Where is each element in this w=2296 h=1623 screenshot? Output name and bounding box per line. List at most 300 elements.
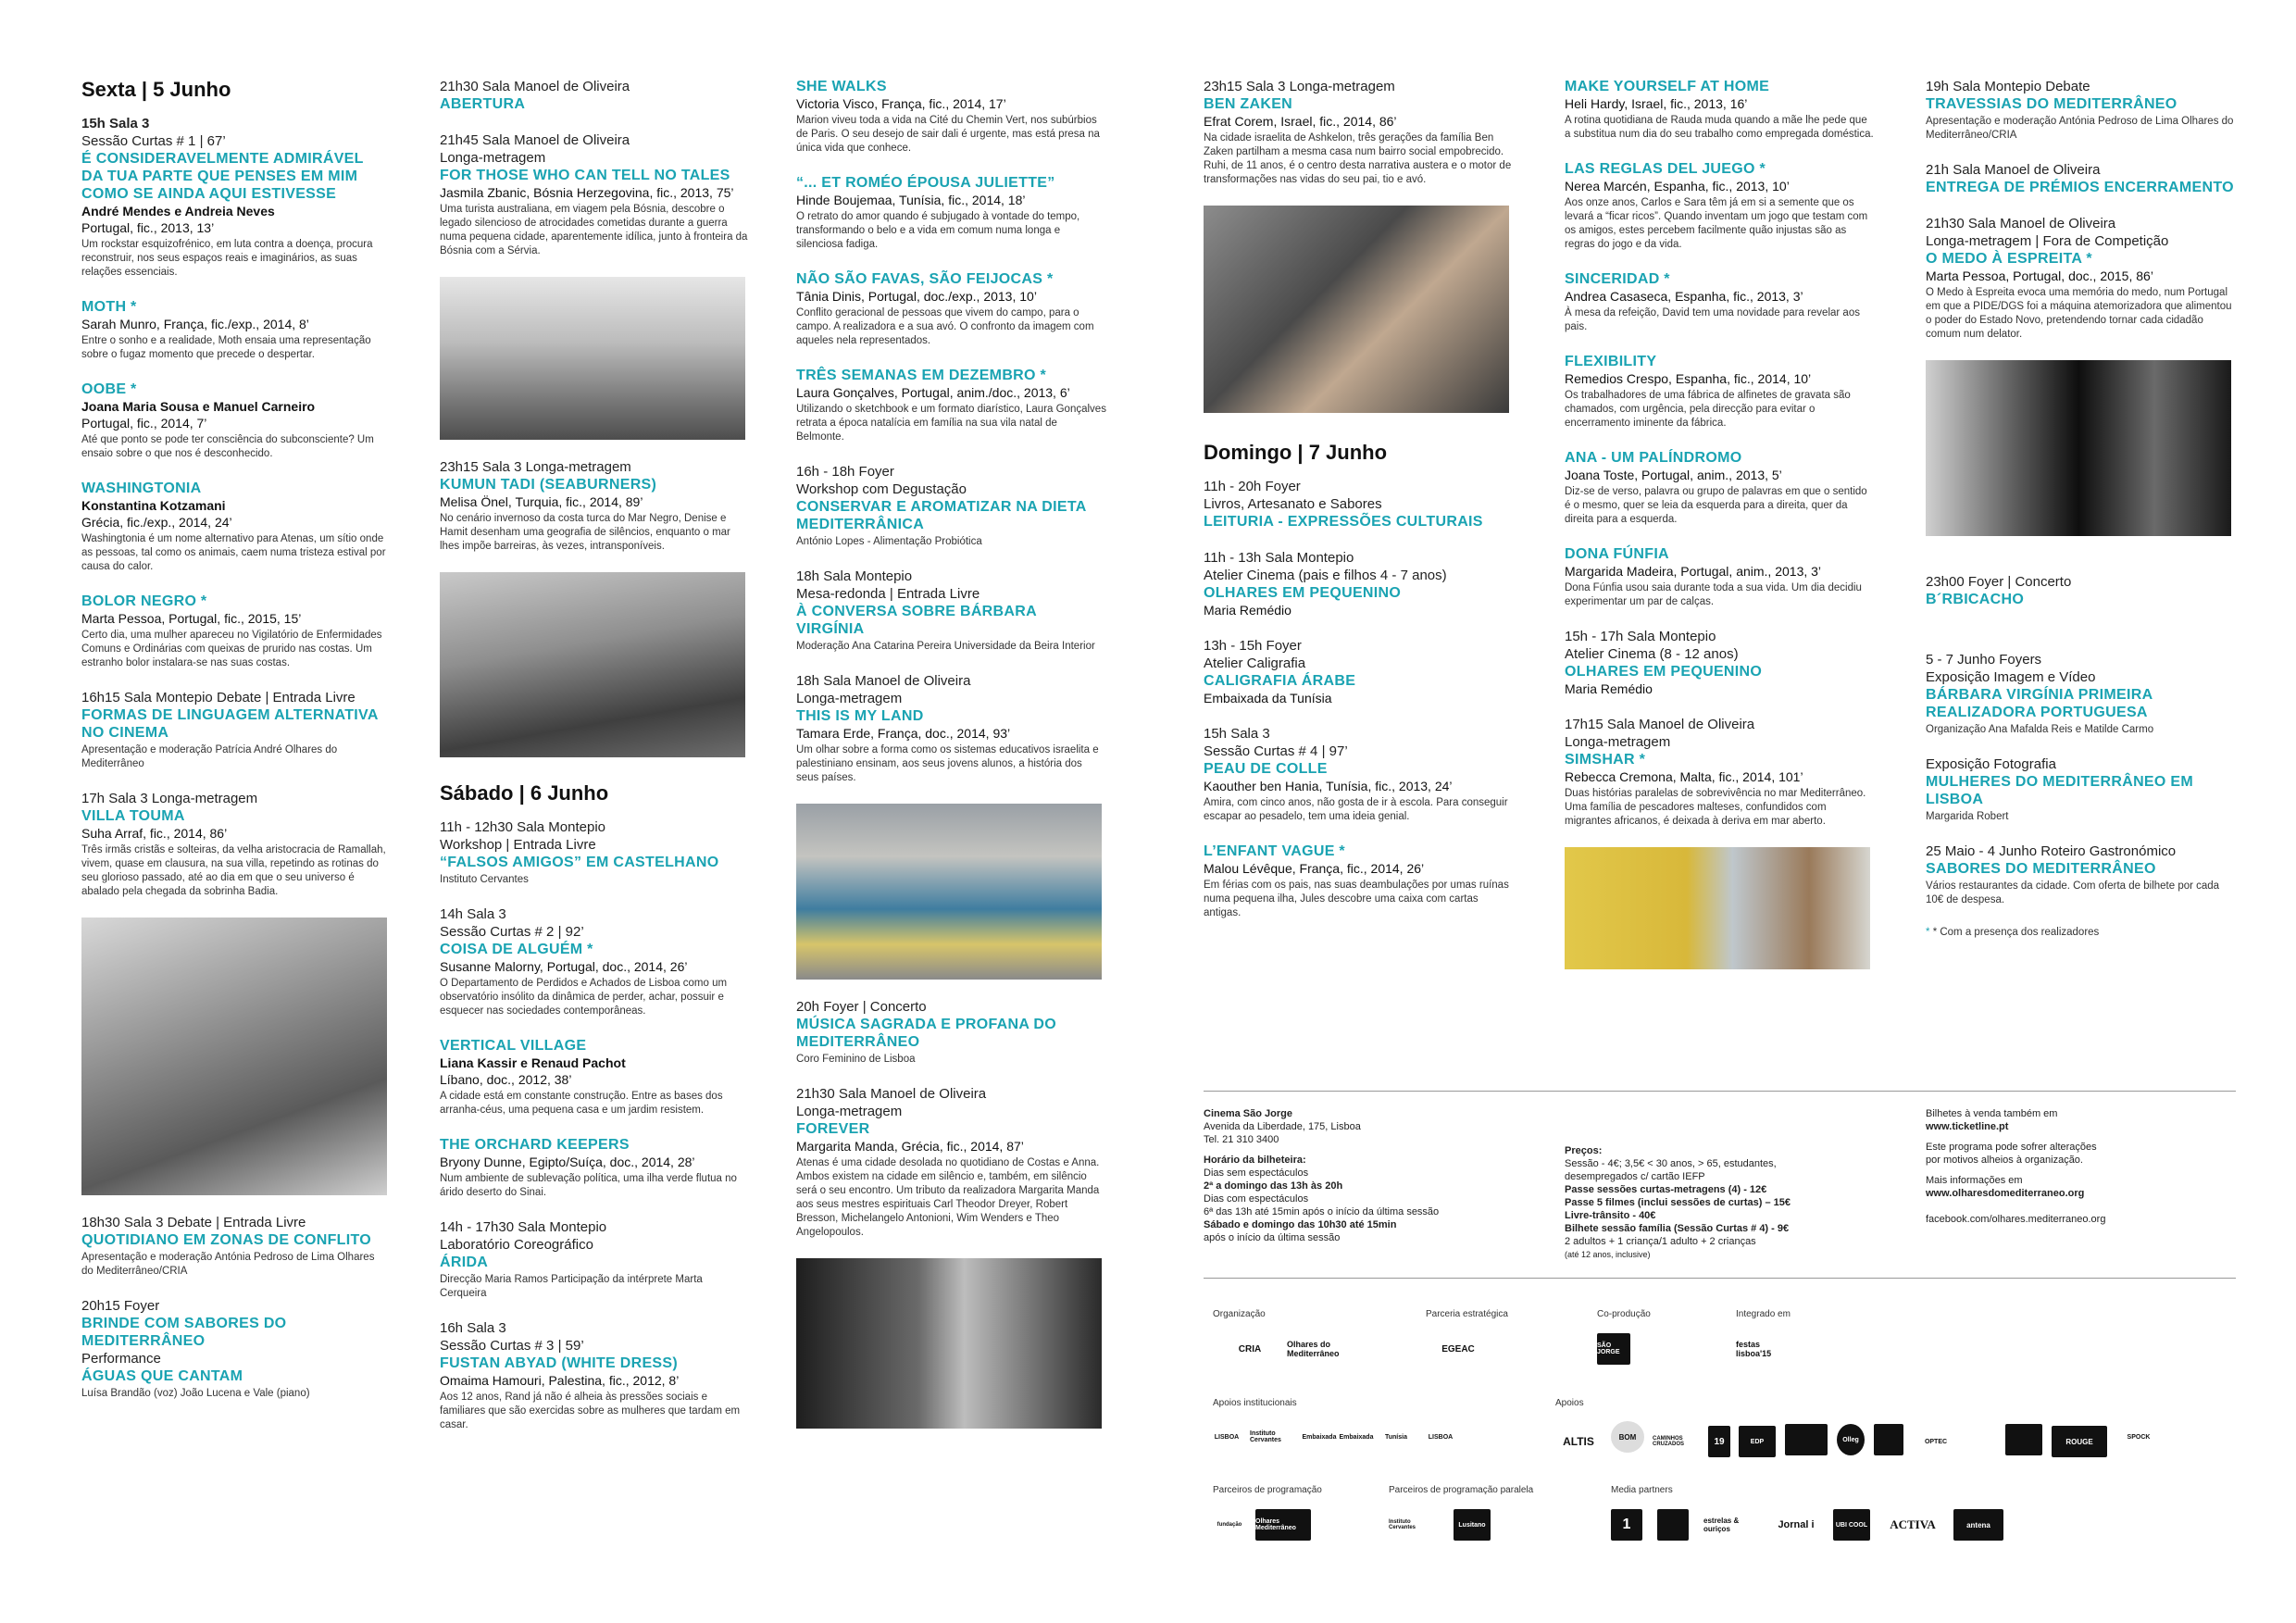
- event-item: [81, 298, 387, 362]
- event-item: [796, 672, 1106, 785]
- price-line: Passe 5 filmes (inclui sessões de curtas) – 15€: [1565, 1197, 1791, 1208]
- event-description: Vários restaurantes da cidade. Com oferta de bilhete por cada 10€ de despesa.: [1926, 880, 2220, 905]
- hours-line: 2ª a domingo das 13h às 20h: [1204, 1180, 1343, 1192]
- hours-line: Dias sem espectáculos: [1204, 1167, 1309, 1179]
- event-title: BOLOR NEGRO *: [81, 593, 207, 609]
- tickets-line: Bilhetes à venda também em: [1926, 1108, 2058, 1119]
- event-author: Remedios Crespo, Espanha, fic., 2014, 10’: [1565, 371, 1812, 386]
- cria-logo: CRIA: [1238, 1343, 1262, 1355]
- event-info: Portugal, fic., 2013, 13’: [81, 220, 215, 235]
- ticketline-link[interactable]: www.ticketline.pt: [1926, 1121, 2009, 1132]
- event-item: [796, 270, 1106, 348]
- event-title: O MEDO À ESPREITA *: [1926, 251, 2092, 267]
- event-item: [1204, 549, 1514, 618]
- event-meta: 5 - 7 Junho Foyers: [1926, 652, 2042, 668]
- hours-line: Sábado e domingo das 10h30 até 15min: [1204, 1219, 1397, 1230]
- event-meta-2: Performance: [81, 1351, 161, 1367]
- event-author: Nerea Marcén, Espanha, fic., 2013, 10’: [1565, 179, 1790, 194]
- event-author: Tamara Erde, França, doc., 2014, 93’: [796, 726, 1011, 741]
- event-description: Duas histórias paralelas de sobrevivência no mar Mediterrâneo. Uma família de pescadores malteses, confundidos com migrantes africanos, é deixada à deriva em mar aberto.: [1565, 788, 1866, 827]
- film-still-forever: [796, 1258, 1102, 1429]
- event-title: MULHERES DO MEDITERRÂNEO EM LISBOA: [1926, 774, 2193, 807]
- event-meta: 19h Sala Montepio Debate: [1926, 79, 2090, 94]
- event-meta-2: Atelier Cinema (8 - 12 anos): [1565, 646, 1739, 662]
- event-item: [796, 1085, 1106, 1240]
- event-description: A cidade está em constante construção. Entre as bases dos arranha-céus, uma pequena casa e um jardim resistem.: [440, 1091, 723, 1116]
- film-still-simshar: [1565, 847, 1870, 969]
- event-meta: 17h Sala 3 Longa-metragem: [81, 791, 258, 806]
- event-item: [1926, 573, 2236, 608]
- sponsor-logo: [2005, 1424, 2042, 1455]
- divider: [1204, 1278, 2236, 1279]
- event-title: TRÊS SEMANAS EM DEZEMBRO *: [796, 368, 1047, 383]
- event-title: COISA DE ALGUÉM *: [440, 942, 593, 957]
- optec-logo: OPTEC: [1924, 1438, 1948, 1445]
- event-description: Certo dia, uma mulher apareceu no Vigilatório de Enfermidades Comuns e Ordinárias com queixas de prurido nas costas. Um estranho bolor instalara-se nas suas costas.: [81, 630, 382, 668]
- event-title: LAS REGLAS DEL JUEGO *: [1565, 161, 1766, 177]
- event-title: ABERTURA: [440, 96, 526, 112]
- event-item: [440, 818, 750, 887]
- event-description: Aos onze anos, Carlos e Sara têm já em si a semente que os levará a “ficar ricos”. Quando inventam um jogo que testam com os amigos, estes percebem facilmente quão injustas são as regras do jogo e da vida.: [1565, 197, 1868, 250]
- event-title: MAKE YOURSELF AT HOME: [1565, 79, 1770, 94]
- event-meta: 16h15 Sala Montepio Debate | Entrada Livre: [81, 690, 356, 705]
- event-title: BÁRBARA VIRGÍNIA PRIMEIRA REALIZADORA PORTUGUESA: [1926, 687, 2152, 720]
- event-description: O Medo à Espreita evoca uma memória do medo, num Portugal em que a PIDE/DGS foi a máquina atemorizadora que alimentou o poder do Estado Novo, pretendendo tornar cada cidadão comum num delator.: [1926, 287, 2232, 340]
- event-description: O Departamento de Perdidos e Achados de Lisboa como um observatório insólito da dinâmica de perder, achar, possuir e esquecer nas sociedades contemporâneas.: [440, 978, 728, 1017]
- event-meta: 21h30 Sala Manoel de Oliveira: [796, 1086, 987, 1102]
- event-author: Tânia Dinis, Portugal, doc./exp., 2013, 10’: [796, 289, 1037, 304]
- event-item: [440, 458, 750, 554]
- venue-name: Cinema São Jorge: [1204, 1108, 1292, 1119]
- column-friday-saturday: [440, 78, 750, 1451]
- event-item: [440, 1136, 750, 1200]
- event-meta: 14h - 17h30 Sala Montepio: [440, 1219, 607, 1235]
- event-meta: 17h15 Sala Manoel de Oliveira: [1565, 717, 1755, 732]
- price-line: Bilhete sessão família (Sessão Curtas # 4) - 9€: [1565, 1223, 1790, 1234]
- event-description: Num ambiente de sublevação política, uma ilha verde flutua no árido deserto do Sinai.: [440, 1173, 737, 1198]
- cervantes-logo: Instituto Cervantes: [1389, 1519, 1416, 1530]
- event-item: [1926, 843, 2236, 907]
- film-still-ben-zaken: [1204, 206, 1509, 413]
- event-description: Um olhar sobre a forma como os sistemas educativos israelita e palestiniano ensinam, aos seus jovens alunos, a história dos seus países.: [796, 744, 1099, 783]
- event-description: Organização Ana Mafalda Reis e Matilde Carmo: [1926, 724, 2154, 735]
- event-item: [1926, 755, 2236, 824]
- event-description: Coro Feminino de Lisboa: [796, 1054, 916, 1065]
- event-description: Amira, com cinco anos, não gosta de ir à escola. Para conseguir escapar ao pesadelo, tem uma ideia genial.: [1204, 797, 1508, 822]
- event-description: Marion viveu toda a vida na Cité du Chemin Vert, nos subúrbios de Paris. O seu desejo de sair dali é urgente, mas está presa na única vida que conhece.: [796, 115, 1100, 154]
- event-meta-2: Laboratório Coreográfico: [440, 1237, 593, 1253]
- column-sunday-shorts: [1565, 78, 1875, 988]
- event-meta: 15h Sala 3: [81, 116, 150, 131]
- event-title: FORMAS DE LINGUAGEM ALTERNATIVA NO CINEMA: [81, 707, 379, 741]
- film-still-this-is-my-land: [796, 804, 1102, 980]
- event-item: [796, 463, 1106, 549]
- event-meta: 18h Sala Manoel de Oliveira: [796, 673, 971, 689]
- event-author: Joana Maria Sousa e Manuel Carneiro: [81, 399, 316, 414]
- day-heading: Sábado | 6 Junho: [440, 781, 609, 805]
- event-description: Diz-se de verso, palavra ou grupo de palavras em que o sentido é o mesmo, quer se leia da esquerda para a direita, quer da direita para a esquerda.: [1565, 486, 1867, 525]
- event-title: ENTREGA DE PRÉMIOS ENCERRAMENTO: [1926, 180, 2234, 195]
- event-author: Andrea Casaseca, Espanha, fic., 2013, 3’: [1565, 289, 1803, 304]
- event-meta: 18h Sala Montepio: [796, 568, 913, 584]
- ubi-cool-logo: UBI COOL: [1833, 1509, 1870, 1541]
- event-description: Aos 12 anos, Rand já não é alheia às pressões sociais e familiares que são exercidas sobre as mulheres que tardam em casar.: [440, 1392, 741, 1430]
- event-description: Margarida Robert: [1926, 811, 2009, 822]
- event-description: Maria Remédio: [1204, 603, 1292, 618]
- label-coproducao: Co-produção: [1597, 1309, 1651, 1319]
- price-line: (até 12 anos, inclusive): [1565, 1250, 1651, 1259]
- event-title: PEAU DE COLLE: [1204, 761, 1328, 777]
- caminhos-cruzados-logo: CAMINHOS CRUZADOS: [1653, 1436, 1684, 1447]
- egeac-logo: EGEAC: [1441, 1343, 1475, 1355]
- event-title: FUSTAN ABYAD (WHITE DRESS): [440, 1355, 678, 1371]
- event-description: Direcção Maria Ramos Participação da intérprete Marta Cerqueira: [440, 1274, 703, 1299]
- event-description: Em férias com os pais, nas suas deambulações por umas ruínas numa pequena ilha, Jules descobre uma caixa com cartas antigas.: [1204, 880, 1509, 918]
- venue-address: Avenida da Liberdade, 175, Lisboa: [1204, 1121, 1361, 1132]
- event-description: Apresentação e moderação Antónia Pedroso de Lima Olhares do Mediterrâneo/CRIA: [1926, 116, 2234, 141]
- column-saturday: [796, 78, 1106, 1447]
- edp-logo: EDP: [1739, 1426, 1776, 1457]
- activa-logo: ACTIVA: [1890, 1517, 1936, 1531]
- event-title: LEITURIA - EXPRESSÕES CULTURAIS: [1204, 514, 1483, 530]
- event-meta: 20h Foyer | Concerto: [796, 999, 927, 1015]
- event-item: [81, 1214, 387, 1279]
- lisboa-logo: LISBOA: [1428, 1433, 1454, 1441]
- event-item: [796, 174, 1106, 252]
- event-description: Dona Fúnfia usou saia durante toda a sua vida. Um dia decidiu experimentar um par de calças.: [1565, 582, 1862, 607]
- event-title: TRAVESSIAS DO MEDITERRÂNEO: [1926, 96, 2177, 112]
- event-title: THIS IS MY LAND: [796, 708, 924, 724]
- event-meta: 11h - 13h Sala Montepio: [1204, 550, 1354, 566]
- event-author: Joana Toste, Portugal, anim., 2013, 5’: [1565, 468, 1782, 482]
- event-title: MÚSICA SAGRADA E PROFANA DO MEDITERRÂNEO: [796, 1017, 1056, 1050]
- event-item: [81, 381, 387, 461]
- event-author: Efrat Corem, Israel, fic., 2014, 86’: [1204, 114, 1397, 129]
- film-still-for-those-who-can-tell-no-tales: [440, 277, 745, 440]
- estrelas-ouricos-logo: estrelas & ouriços: [1703, 1517, 1740, 1533]
- label-apoios: Apoios: [1555, 1398, 1584, 1408]
- event-title: FOREVER: [796, 1121, 870, 1137]
- label-media-partners: Media partners: [1611, 1485, 1673, 1495]
- event-item: [1926, 161, 2236, 196]
- event-author: Victoria Visco, França, fic., 2014, 17’: [796, 96, 1006, 111]
- olhares-logo: Olhares Mediterrâneo: [1255, 1509, 1311, 1541]
- price-line: Livre-trânsito - 40€: [1565, 1210, 1656, 1221]
- event-title: DONA FÚNFIA: [1565, 546, 1669, 562]
- event-title: SHE WALKS: [796, 79, 887, 94]
- event-info: Grécia, fic./exp., 2014, 24’: [81, 515, 232, 530]
- event-meta-2: Sessão Curtas # 1 | 67’: [81, 133, 226, 149]
- event-title: À CONVERSA SOBRE BÁRBARA VIRGÍNIA: [796, 604, 1037, 637]
- hours-title: Horário da bilheteira:: [1204, 1155, 1306, 1166]
- event-author: Bryony Dunne, Egipto/Suíça, doc., 2014, 28’: [440, 1155, 695, 1169]
- event-meta-2: Workshop com Degustação: [796, 481, 967, 497]
- event-description: Embaixada da Tunísia: [1204, 691, 1332, 705]
- footnote: * * Com a presença dos realizadores: [1926, 927, 2100, 938]
- event-meta: 16h Sala 3: [440, 1320, 506, 1336]
- event-item: [1204, 725, 1514, 824]
- event-description: Instituto Cervantes: [440, 874, 529, 885]
- event-author: Heli Hardy, Israel, fic., 2013, 16’: [1565, 96, 1748, 111]
- label-parceria: Parceria estratégica: [1426, 1309, 1508, 1319]
- event-author: Susanne Malorny, Portugal, doc., 2014, 26’: [440, 959, 688, 974]
- event-meta-2: Longa-metragem: [440, 150, 546, 166]
- event-meta-2: Atelier Caligrafia: [1204, 655, 1306, 671]
- event-meta: 11h - 20h Foyer: [1204, 479, 1301, 494]
- event-title: BEN ZAKEN: [1204, 96, 1293, 112]
- event-item: [1926, 651, 2236, 737]
- event-meta: 23h15 Sala 3 Longa-metragem: [440, 459, 631, 475]
- event-author: Marta Pessoa, Portugal, doc., 2015, 86’: [1926, 268, 2153, 283]
- label-organizacao: Organização: [1213, 1309, 1266, 1319]
- event-title: VILLA TOUMA: [81, 808, 185, 824]
- event-item: [1565, 270, 1875, 334]
- event-author: Jasmila Zbanic, Bósnia Herzegovina, fic., 2013, 75’: [440, 185, 734, 200]
- event-title: KUMUN TADI (SEABURNERS): [440, 477, 657, 493]
- event-description: Até que ponto se pode ter consciência do subconsciente? Um ensaio sobre o que nos é desconhecido.: [81, 434, 374, 459]
- lisboa-logo: LISBOA: [1214, 1433, 1240, 1441]
- event-description: Utilizando o sketchbook e um formato diarístico, Laura Gonçalves retrata a época natalícia em família na sua vila natal de Belmonte.: [796, 404, 1106, 443]
- venue-info: [1204, 1107, 1509, 1244]
- price-line: Sessão - 4€; 3,5€ < 30 anos, > 65, estudantes,: [1565, 1158, 1777, 1169]
- event-item: [796, 568, 1106, 654]
- tickets-info: [1926, 1107, 2231, 1226]
- event-author: Malou Lévêque, França, fic., 2014, 26’: [1204, 861, 1425, 876]
- event-item: [1565, 628, 1875, 697]
- event-item: [1204, 78, 1514, 187]
- event-title: ÁRIDA: [440, 1255, 489, 1270]
- event-title: WASHINGTONIA: [81, 481, 202, 496]
- event-info: Líbano, doc., 2012, 38’: [440, 1072, 572, 1087]
- logo-19: 19: [1708, 1426, 1730, 1457]
- event-meta-2: Longa-metragem: [796, 691, 903, 706]
- jornal-i-logo: Jornal i: [1778, 1519, 1815, 1530]
- spock-logo: SPOCK: [2127, 1433, 2151, 1441]
- divider: [1204, 1091, 2236, 1092]
- column-friday: [81, 78, 387, 1419]
- price-line: desempregados c/ cartão IEFP: [1565, 1171, 1705, 1182]
- event-item: [440, 131, 750, 258]
- tunisia-logo: Tunísia: [1385, 1433, 1407, 1441]
- event-item: [1204, 843, 1514, 920]
- prices-title: Preços:: [1565, 1145, 1603, 1156]
- event-meta: 18h30 Sala 3 Debate | Entrada Livre: [81, 1215, 306, 1230]
- event-info: Portugal, fic., 2014, 7’: [81, 416, 207, 431]
- event-description: Maria Remédio: [1565, 681, 1653, 696]
- media-logo: [1657, 1509, 1689, 1541]
- event-item: [81, 480, 387, 574]
- embassy-logo: Embaixada: [1339, 1433, 1374, 1441]
- event-meta-2: Mesa-redonda | Entrada Livre: [796, 586, 980, 602]
- event-meta: 25 Maio - 4 Junho Roteiro Gastronómico: [1926, 843, 2177, 859]
- event-title: OLHARES EM PEQUENINO: [1204, 585, 1402, 601]
- event-meta: 23h15 Sala 3 Longa-metragem: [1204, 79, 1395, 94]
- event-meta: 13h - 15h Foyer: [1204, 638, 1302, 654]
- event-title: BRINDE COM SABORES DO MEDITERRÂNEO: [81, 1316, 287, 1349]
- event-item: [796, 78, 1106, 156]
- label-parceiros-paralela: Parceiros de programação paralela: [1389, 1485, 1534, 1495]
- event-item: [1565, 353, 1875, 431]
- tickets-line: Este programa pode sofrer alterações: [1926, 1142, 2097, 1153]
- event-title: É CONSIDERAVELMENTE ADMIRÁVEL DA TUA PARTE QUE PENSES EM MIM COMO SE AINDA AQUI ESTIVESSE: [81, 151, 364, 202]
- event-item: [81, 790, 387, 899]
- event-item: [81, 115, 387, 280]
- event-item: [1926, 215, 2236, 342]
- event-title: ANA - UM PALÍNDROMO: [1565, 450, 1742, 466]
- event-title: B´RBICACHO: [1926, 592, 2025, 607]
- event-description: No cenário invernoso da costa turca do Mar Negro, Denise e Hamit desenham uma geografia de silêncios, enquanto o mar lhes impõe barreiras, às vezes, intransponíveis.: [440, 513, 730, 552]
- event-description: Moderação Ana Catarina Pereira Universidade da Beira Interior: [796, 641, 1095, 652]
- event-meta: 14h Sala 3: [440, 906, 506, 922]
- event-description: Washingtonia é um nome alternativo para Atenas, um sítio onde as pessoas, tal como os animais, caem numa tristeza estival por causa do calor.: [81, 533, 386, 572]
- event-meta-2: Exposição Fotografia: [1926, 756, 2056, 772]
- event-author: Kaouther ben Hania, Tunísia, fic., 2013, 24’: [1204, 779, 1453, 793]
- event-meta-2: Livros, Artesanato e Sabores: [1204, 496, 1382, 512]
- event-meta: 11h - 12h30 Sala Montepio: [440, 819, 606, 835]
- event-title-2: ÁGUAS QUE CANTAM: [81, 1368, 243, 1384]
- event-meta: 15h Sala 3: [1204, 726, 1270, 742]
- event-title: OLHARES EM PEQUENINO: [1565, 664, 1763, 680]
- event-item: [440, 1218, 750, 1301]
- event-meta-2: Atelier Cinema (pais e filhos 4 - 7 anos): [1204, 568, 1447, 583]
- media-logo-1: 1: [1611, 1509, 1642, 1541]
- event-description: Atenas é uma cidade desolada no quotidiano de Costas e Anna. Ambos existem na cidade em silêncio e, também, em silêncio será o seu encontro. Um tributo da realizadora Margarita Manda aos seus mestres espirituais Carl Theodor Dreyer, Robert Bresson, Michelangelo Antonioni, Wim Wenders e Theo Angelopoulos.: [796, 1157, 1100, 1238]
- event-item: [440, 78, 750, 113]
- event-item: [1204, 637, 1514, 706]
- label-integrado: Integrado em: [1736, 1309, 1791, 1319]
- event-author: Rebecca Cremona, Malta, fic., 2014, 101’: [1565, 769, 1803, 784]
- event-description: Conflito geracional de pessoas que vivem do campo, para o campo. A realizadora e a sua avó. O confronto da imagem com aqueles nela representados.: [796, 307, 1094, 346]
- event-item: [1565, 160, 1875, 252]
- event-title: FLEXIBILITY: [1565, 354, 1657, 369]
- event-meta-2: Longa-metragem: [796, 1104, 903, 1119]
- event-item: [796, 367, 1106, 444]
- event-meta: 21h45 Sala Manoel de Oliveira: [440, 132, 630, 148]
- website-link[interactable]: www.olharesdomediterraneo.org: [1926, 1188, 2085, 1199]
- cervantes-logo: Instituto Cervantes: [1250, 1430, 1281, 1443]
- altis-logo: ALTIS: [1563, 1435, 1594, 1448]
- event-meta: 16h - 18h Foyer: [796, 464, 894, 480]
- column-sunday: [1204, 78, 1514, 939]
- event-title: SINCERIDAD *: [1565, 271, 1670, 287]
- event-item: [1565, 449, 1875, 527]
- tickets-line: Mais informações em: [1926, 1175, 2023, 1186]
- day-heading: Domingo | 7 Junho: [1204, 441, 1388, 464]
- event-description: Um rockstar esquizofrénico, em luta contra a doença, procura reconstruir, nos seus espaços reais e imaginários, as suas relações essenciais.: [81, 239, 373, 278]
- event-item: [81, 1297, 387, 1401]
- film-still-kumun-tadi: [440, 572, 745, 757]
- price-line: Passe sessões curtas-metragens (4) - 12€: [1565, 1184, 1767, 1195]
- bom-logo: BOM: [1611, 1421, 1644, 1453]
- event-description: Apresentação e moderação Patrícia André Olhares do Mediterrâneo: [81, 744, 338, 769]
- event-meta-2: Sessão Curtas # 2 | 92’: [440, 924, 584, 940]
- event-title: THE ORCHARD KEEPERS: [440, 1137, 630, 1153]
- event-author: Omaima Hamouri, Palestina, fic., 2012, 8’: [440, 1373, 680, 1388]
- rouge-logo: ROUGE: [2052, 1426, 2107, 1457]
- event-title: L’ENFANT VAGUE *: [1204, 843, 1345, 859]
- event-description: Apresentação e moderação Antónia Pedroso de Lima Olhares do Mediterrâneo/CRIA: [81, 1252, 375, 1277]
- event-item: [440, 1037, 750, 1117]
- hours-line: após o início da última sessão: [1204, 1232, 1341, 1243]
- price-line: 2 adultos + 1 criança/1 adulto + 2 crianças: [1565, 1236, 1756, 1247]
- event-title: OOBE *: [81, 381, 137, 397]
- event-title: SIMSHAR *: [1565, 752, 1646, 768]
- event-meta: 21h30 Sala Manoel de Oliveira: [1926, 216, 2116, 231]
- event-description: A rotina quotidiana de Rauda muda quando a mãe lhe pede que a substitua num dia do seu trabalho como empregada doméstica.: [1565, 115, 1874, 140]
- event-title: SABORES DO MEDITERRÂNEO: [1926, 861, 2156, 877]
- event-title: FOR THOSE WHO CAN TELL NO TALES: [440, 168, 730, 183]
- embassy-logo: Embaixada: [1302, 1433, 1337, 1441]
- event-title: “... ET ROMÉO ÉPOUSA JULIETTE”: [796, 175, 1055, 191]
- lusitano-logo: Lusitano: [1454, 1509, 1491, 1541]
- day-heading: Sexta | 5 Junho: [81, 78, 231, 101]
- event-author: Hinde Boujemaa, Tunísia, fic., 2014, 18’: [796, 193, 1026, 207]
- event-author: Marta Pessoa, Portugal, fic., 2015, 15’: [81, 611, 302, 626]
- event-description: Na cidade israelita de Ashkelon, três gerações da família Ben Zaken partilham a mesma casa num bairro social empobrecido. Ruhi, de 11 anos, é o centro desta narrativa austera e o motor de transformações nas vidas do seu pai, tio e avó.: [1204, 132, 1512, 185]
- event-item: [1565, 78, 1875, 142]
- event-description: À mesa da refeição, David tem uma novidade para revelar aos pais.: [1565, 307, 1860, 332]
- event-author: André Mendes e Andreia Neves: [81, 204, 275, 218]
- sponsor-logo: [1968, 1426, 1996, 1457]
- hours-line: 6ª das 13h até 15min após o início da última sessão: [1204, 1206, 1440, 1217]
- event-meta: 21h30 Sala Manoel de Oliveira: [440, 79, 630, 94]
- tickets-line: por motivos alheios à organização.: [1926, 1155, 2083, 1166]
- event-meta: 21h Sala Manoel de Oliveira: [1926, 162, 2101, 178]
- event-title: QUOTIDIANO EM ZONAS DE CONFLITO: [81, 1232, 372, 1248]
- fundacao-logo: fundação: [1217, 1522, 1242, 1528]
- event-description: O retrato do amor quando é subjugado à vontade do tempo, transformando o belo e a vida em comum numa longa e silenciosa fadiga.: [796, 211, 1080, 250]
- olleg-logo: Olleg: [1837, 1424, 1865, 1455]
- event-author: Liana Kassir e Renaud Pachot: [440, 1055, 626, 1070]
- event-item: [440, 905, 750, 1018]
- event-item: [1565, 545, 1875, 609]
- label-apoios-institucionais: Apoios institucionais: [1213, 1398, 1297, 1408]
- event-title: NÃO SÃO FAVAS, SÃO FEIJOCAS *: [796, 271, 1054, 287]
- event-meta-2: Workshop | Entrada Livre: [440, 837, 596, 853]
- event-title: “FALSOS AMIGOS” EM CASTELHANO: [440, 855, 719, 870]
- event-title: CALIGRAFIA ÁRABE: [1204, 673, 1356, 689]
- event-item: [1204, 478, 1514, 531]
- venue-tel: Tel. 21 310 3400: [1204, 1134, 1279, 1145]
- antena-logo: antena: [1953, 1509, 2003, 1541]
- event-item: [81, 593, 387, 670]
- event-author: Sarah Munro, França, fic./exp., 2014, 8’: [81, 317, 309, 331]
- sponsor-logo: [1785, 1424, 1828, 1455]
- film-still-villa-touma: [81, 918, 387, 1195]
- event-description: Três irmãs cristãs e solteiras, da velha aristocracia de Ramallah, vivem, quase em clausura, na sua villa, repetindo as rotinas do seu glorioso passado, até ao dia em que o seu universo é abalado pela chegada da sobrinha Badia.: [81, 844, 386, 897]
- event-title: VERTICAL VILLAGE: [440, 1038, 587, 1054]
- event-author: Melisa Önel, Turquia, fic., 2014, 89’: [440, 494, 643, 509]
- event-item: [1926, 78, 2236, 143]
- event-meta: 15h - 17h Sala Montepio: [1565, 629, 1716, 644]
- event-meta-2: Sessão Curtas # 4 | 97’: [1204, 743, 1348, 759]
- column-sunday-closing: [1926, 78, 2236, 940]
- label-parceiros-programacao: Parceiros de programação: [1213, 1485, 1322, 1495]
- event-author: Margarida Madeira, Portugal, anim., 2013, 3’: [1565, 564, 1822, 579]
- event-description: António Lopes - Alimentação Probiótica: [796, 536, 982, 547]
- event-meta-2: Sessão Curtas # 3 | 59’: [440, 1338, 584, 1354]
- festas-lisboa-logo: festas lisboa'15: [1736, 1340, 1772, 1358]
- event-description: Os trabalhadores de uma fábrica de alfinetes de gravata são chamados, com urgência, pela direcção para evitar o encerramento iminente da fábrica.: [1565, 390, 1851, 429]
- event-title: CONSERVAR E AROMATIZAR NA DIETA MEDITERRÂNICA: [796, 499, 1087, 532]
- event-title: MOTH *: [81, 299, 137, 315]
- facebook-link[interactable]: facebook.com/olhares.mediterraneo.org: [1926, 1214, 2106, 1225]
- event-author: Suha Arraf, fic., 2014, 86’: [81, 826, 228, 841]
- event-description: Entre o sonho e a realidade, Moth ensaia uma representação sobre o fugaz momento que precede o despertar.: [81, 335, 371, 360]
- olhares-logo: Olhares do Mediterrâneo: [1287, 1340, 1340, 1358]
- event-author: Margarita Manda, Grécia, fic., 2014, 87’: [796, 1139, 1024, 1154]
- sponsor-logo: [1874, 1424, 1903, 1455]
